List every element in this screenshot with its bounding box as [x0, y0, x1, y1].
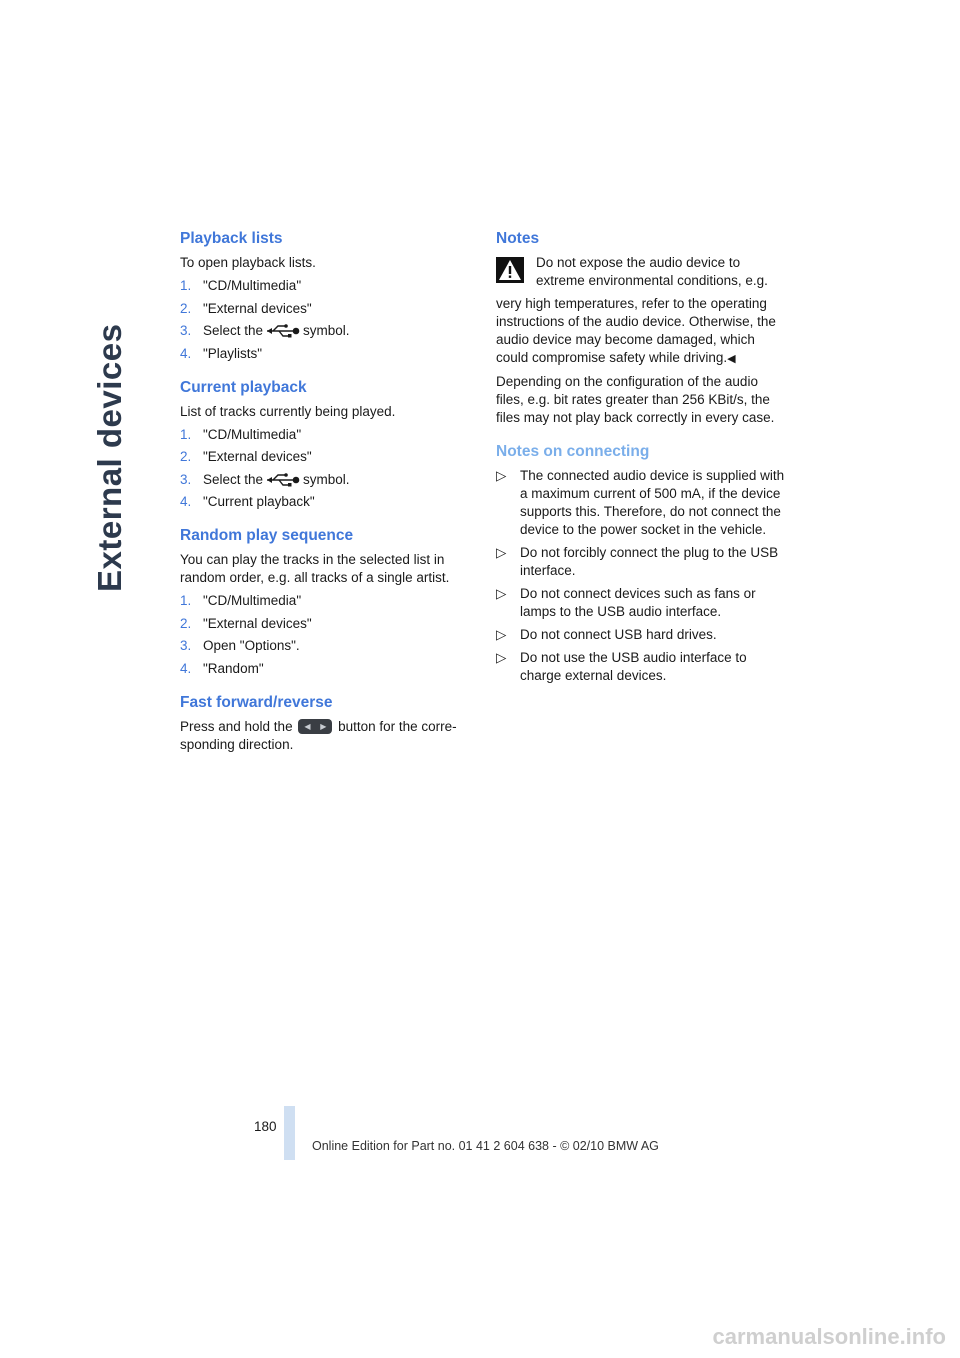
- heading-current-playback: Current playback: [180, 378, 307, 396]
- step-number: 4.: [180, 345, 192, 361]
- step-number: 2.: [180, 449, 192, 464]
- list-item: [496, 544, 788, 580]
- bullet-text: Do not forcibly connect the plug to the USB interface.: [520, 545, 779, 578]
- step-number: 1.: [180, 426, 192, 442]
- list-item: [180, 345, 472, 363]
- step-text-after: symbol.: [303, 323, 350, 338]
- list-item: [180, 493, 472, 511]
- step-text: [203, 322, 350, 340]
- heading-playback-lists: Playback lists: [180, 230, 283, 247]
- step-number: 3.: [180, 471, 192, 487]
- step-text-after: symbol.: [303, 471, 350, 487]
- list-item: [496, 626, 788, 644]
- list-item: [180, 637, 472, 655]
- list-item: [496, 649, 788, 685]
- step-text-before: Select the: [203, 471, 264, 487]
- step-text: Open "Options".: [203, 638, 300, 653]
- bullet-arrow-icon: ▷: [496, 468, 507, 483]
- step-number: 2.: [180, 300, 192, 316]
- step-text: "External devices": [203, 449, 312, 464]
- footer-bar: [284, 1106, 295, 1160]
- step-text: "External devices": [203, 300, 312, 316]
- intro-playback-lists: To open playback lists.: [180, 255, 316, 270]
- left-column: [180, 228, 472, 768]
- step-text: "Random": [203, 660, 264, 676]
- body-text-after: button for the corre-sponding direction.: [180, 718, 457, 752]
- list-item: [180, 615, 472, 633]
- step-text: "Playlists": [203, 345, 263, 361]
- steps-playback-lists: [180, 277, 472, 363]
- side-title: External devices: [91, 323, 128, 592]
- step-text: "CD/Multimedia": [203, 593, 302, 608]
- bullet-text: Do not connect USB hard drives.: [520, 627, 717, 642]
- list-item: [180, 448, 472, 466]
- watermark: carmanualsonline.info: [712, 1324, 946, 1349]
- heading-random-play: Random play sequence: [180, 527, 354, 544]
- step-number: 2.: [180, 615, 192, 631]
- warning-cont-text: very high temperatures, refer to the operating instructions of the audio device. Otherwise, the audio device may become damaged, which could compromise safety while driving.: [496, 296, 776, 365]
- warning-block: [496, 254, 788, 290]
- body-fast-forward: [180, 718, 472, 754]
- warning-continuation: [496, 295, 788, 368]
- section-current-playback: [180, 377, 472, 512]
- list-item: [180, 471, 472, 489]
- bullet-arrow-icon: ▷: [496, 627, 507, 642]
- list-item: [180, 277, 472, 295]
- body-text-before: Press and hold the: [180, 718, 293, 734]
- bullet-arrow-icon: ▷: [496, 586, 507, 601]
- steps-current-playback: [180, 426, 472, 512]
- list-item: [496, 585, 788, 621]
- bullet-arrow-icon: ▷: [496, 650, 507, 665]
- bullet-arrow-icon: ▷: [496, 545, 507, 560]
- step-text: "External devices": [203, 615, 312, 631]
- list-item: [180, 322, 472, 340]
- connecting-bullets: [496, 467, 788, 685]
- section-playback-lists: [180, 228, 472, 363]
- step-number: 4.: [180, 494, 192, 509]
- right-column: [496, 228, 788, 690]
- section-random-play: [180, 525, 472, 678]
- steps-random-play: [180, 592, 472, 678]
- seek-button-icon: ◀ ▶: [298, 719, 332, 734]
- step-text: "CD/Multimedia": [203, 278, 302, 293]
- usb-icon: [266, 324, 300, 338]
- list-item: [496, 467, 788, 539]
- end-mark-icon: ◀: [727, 353, 736, 365]
- bullet-text: The connected audio device is supplied with a maximum current of 500 mA, if the device supports this. Therefore, do not connect the device to the power socket in the vehicle.: [520, 468, 785, 537]
- heading-notes-on-connecting: Notes on connecting: [496, 443, 650, 460]
- step-text: "Current playback": [203, 494, 315, 509]
- step-number: 1.: [180, 278, 192, 293]
- step-text-before: Select the: [203, 323, 264, 338]
- section-fast-forward: [180, 692, 472, 754]
- heading-fast-forward: Fast forward/reverse: [180, 693, 333, 711]
- step-text: "CD/Multimedia": [203, 426, 302, 442]
- list-item: [180, 426, 472, 444]
- step-number: 3.: [180, 323, 192, 338]
- bullet-text: Do not connect devices such as fans or lamps to the USB audio interface.: [520, 586, 756, 619]
- step-number: 4.: [180, 660, 192, 676]
- step-number: 3.: [180, 638, 192, 653]
- warning-text: Do not expose the audio device to extreme environmental conditions, e.g.: [536, 255, 768, 288]
- bullet-text: Do not use the USB audio interface to charge external devices.: [520, 650, 747, 683]
- page-number: 180: [254, 1119, 277, 1134]
- step-number: 1.: [180, 593, 192, 608]
- warning-icon: [496, 257, 524, 283]
- usb-icon: [266, 473, 300, 487]
- footer-edition-text: Online Edition for Part no. 01 41 2 604 638 - © 02/10 BMW AG: [312, 1139, 659, 1153]
- list-item: [180, 592, 472, 610]
- heading-notes: Notes: [496, 230, 540, 247]
- step-text: [203, 471, 350, 489]
- intro-current-playback: List of tracks currently being played.: [180, 403, 396, 419]
- list-item: [180, 300, 472, 318]
- intro-random-play: You can play the tracks in the selected list in random order, e.g. all tracks of a single artist.: [180, 552, 450, 585]
- config-paragraph: Depending on the configuration of the audio files, e.g. bit rates greater than 256 KBit/s, the files may not play back correctly in every case.: [496, 374, 775, 425]
- list-item: [180, 660, 472, 678]
